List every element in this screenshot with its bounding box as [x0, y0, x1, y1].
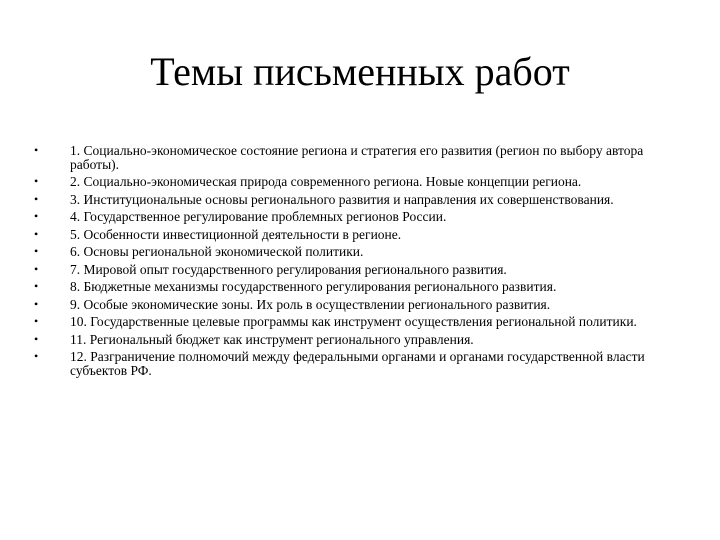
list-item: [34, 245, 674, 259]
bullet-icon: •: [34, 143, 39, 157]
list-item: [34, 333, 674, 347]
topic-text: 9. Особые экономические зоны. Их роль в осуществлении регионального развития.: [70, 296, 551, 312]
topic-text: 7. Мировой опыт государственного регулирования регионального развития.: [70, 261, 507, 277]
bullet-icon: •: [34, 191, 39, 206]
list-item: [34, 144, 674, 171]
list-item: [34, 263, 674, 277]
list-item: [34, 298, 674, 312]
topic-list: [34, 144, 674, 381]
bullet-icon: •: [34, 226, 39, 241]
topic-text: 5. Особенности инвестиционной деятельности в регионе.: [70, 226, 402, 242]
bullet-icon: •: [34, 261, 39, 276]
list-item: [34, 350, 674, 377]
topic-text: 11. Региональный бюджет как инструмент регионального управления.: [70, 331, 474, 347]
list-item: [34, 228, 674, 242]
topic-text: 1. Социально-экономическое состояние региона и стратегия его развития (регион по выбору автора работы).: [70, 143, 644, 172]
topic-text: 4. Государственное регулирование проблемных регионов России.: [70, 209, 447, 224]
topic-text: 10. Государственные целевые программы как инструмент осуществления региональной политики.: [70, 314, 637, 329]
bullet-icon: •: [34, 209, 39, 223]
list-item: [34, 280, 674, 294]
bullet-icon: •: [34, 296, 39, 311]
bullet-icon: •: [34, 244, 39, 258]
bullet-icon: •: [34, 279, 39, 293]
topic-text: 2. Социально-экономическая природа современного региона. Новые концепции региона.: [70, 174, 582, 189]
bullet-icon: •: [34, 331, 39, 346]
list-item: [34, 193, 674, 207]
topic-text: 6. Основы региональной экономической политики.: [70, 244, 364, 259]
list-item: [34, 315, 674, 329]
list-item: [34, 210, 674, 224]
bullet-icon: •: [34, 314, 39, 328]
bullet-icon: •: [34, 349, 39, 363]
slide-title: Темы письменных работ: [150, 49, 570, 94]
list-item: [34, 175, 674, 189]
bullet-icon: •: [34, 174, 39, 188]
topic-text: 3. Институциональные основы регионального развития и направления их совершенствования.: [70, 191, 614, 207]
topic-text: 8. Бюджетные механизмы государственного регулирования регионального развития.: [70, 279, 557, 294]
topic-text: 12. Разграничение полномочий между федеральными органами и органами государственной власти субъектов РФ.: [70, 349, 645, 378]
